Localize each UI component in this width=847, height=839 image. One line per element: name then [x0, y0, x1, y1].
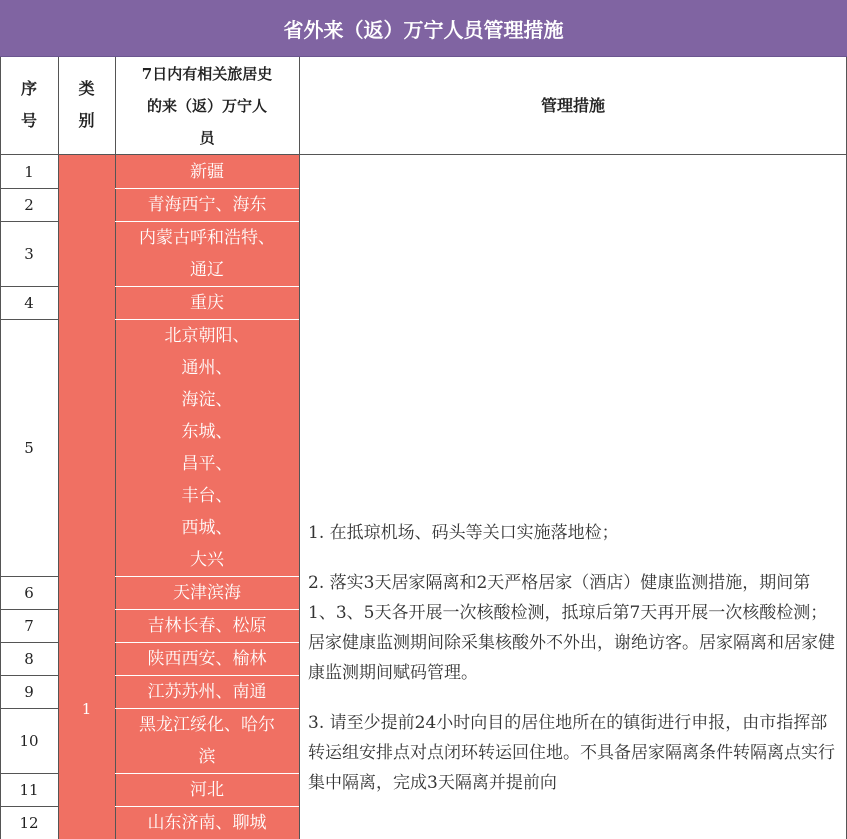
row-region	[115, 675, 299, 708]
grid-line	[0, 319, 58, 320]
grid-line	[0, 806, 58, 807]
measure-2: 2. 落实3天居家隔离和2天严格居家（酒店）健康监测措施，期间第1、3、5天各开展一次核酸检测，抵琼后第7天再开展一次核酸检测；居家健康监测期间除采集核酸外不外出，谢绝访客。居家隔离和居家健康监测期间赋码管理。	[308, 573, 835, 683]
measures-cell	[308, 518, 838, 798]
grid-line	[299, 57, 300, 839]
region-line: 江苏苏州、南通	[147, 681, 267, 702]
measure-1: 1. 在抵琼机场、码头等关口实施落地检；	[308, 523, 619, 543]
grid-line	[0, 708, 58, 709]
grid-line	[115, 642, 299, 643]
grid-line	[0, 773, 58, 774]
row-seq: 3	[24, 244, 34, 263]
region-line: 天津滨海	[173, 582, 241, 603]
header-seq	[0, 73, 58, 137]
grid-line	[115, 188, 299, 189]
region-line: 青海西宁、海东	[147, 194, 267, 215]
grid-line	[58, 57, 59, 839]
region-line: 滨	[198, 746, 216, 767]
row-region	[115, 642, 299, 675]
header-category-line: 别	[78, 111, 95, 130]
region-line: 西城、	[181, 517, 233, 538]
grid-line	[115, 708, 299, 709]
row-seq: 2	[24, 195, 34, 214]
region-line: 新疆	[190, 161, 224, 182]
region-line: 吉林长春、松原	[147, 615, 267, 636]
region-line: 大兴	[190, 549, 224, 570]
grid-line	[115, 576, 299, 577]
header-history-line: 的来（返）万宁人	[146, 97, 267, 115]
page-title: 省外来（返）万宁人员管理措施	[0, 0, 847, 57]
row-seq: 11	[19, 780, 39, 799]
row-region	[115, 806, 299, 839]
row-region	[115, 319, 299, 576]
grid-line	[0, 221, 58, 222]
row-seq: 12	[19, 813, 39, 832]
grid-line	[115, 57, 116, 839]
row-seq: 6	[24, 583, 34, 602]
region-line: 黑龙江绥化、哈尔	[139, 714, 275, 735]
region-line: 山东济南、聊城	[147, 812, 267, 833]
region-line: 河北	[190, 779, 224, 800]
header-category	[58, 73, 115, 137]
region-line: 北京朝阳、	[164, 325, 250, 346]
row-region	[115, 773, 299, 806]
measure-3: 3. 请至少提前24小时向目的居住地所在的镇街进行申报，由市指挥部转运组安排点对点闭环转运回住地。不具备居家隔离条件转隔离点实行集中隔离，完成3天隔离并提前向	[308, 713, 835, 793]
region-line: 内蒙古呼和浩特、	[139, 227, 275, 248]
header-category-line: 类	[78, 79, 95, 98]
grid-line	[115, 319, 299, 320]
grid-line	[115, 286, 299, 287]
region-line: 通辽	[190, 259, 224, 280]
region-line: 丰台、	[181, 485, 233, 506]
region-line: 通州、	[181, 357, 233, 378]
header-history-line: 7日内有相关旅居史	[141, 65, 273, 83]
row-seq: 7	[24, 616, 34, 635]
grid-line	[0, 609, 58, 610]
grid-line	[115, 675, 299, 676]
region-line: 海淀、	[181, 389, 233, 410]
grid-line	[0, 57, 1, 839]
header-seq-line: 序	[20, 79, 37, 98]
grid-line	[115, 806, 299, 807]
region-line: 东城、	[181, 421, 233, 442]
header-measures: 管理措施	[540, 96, 605, 115]
grid-line	[0, 188, 58, 189]
header-history	[115, 58, 299, 154]
grid-line	[0, 675, 58, 676]
region-line: 重庆	[190, 292, 224, 313]
grid-line	[115, 609, 299, 610]
row-seq: 8	[24, 649, 34, 668]
row-region	[115, 609, 299, 642]
region-line: 昌平、	[181, 453, 233, 474]
row-region	[115, 708, 299, 773]
row-seq: 1	[24, 162, 34, 181]
row-region	[115, 576, 299, 609]
row-region	[115, 221, 299, 286]
row-region	[115, 286, 299, 319]
grid-line	[0, 576, 58, 577]
row-seq: 5	[24, 438, 34, 457]
grid-line	[0, 154, 847, 155]
grid-line	[115, 221, 299, 222]
header-seq-line: 号	[20, 111, 37, 130]
row-seq: 4	[24, 293, 34, 312]
row-seq: 10	[19, 731, 39, 750]
grid-line	[0, 286, 58, 287]
region-line: 陕西西安、榆林	[147, 648, 267, 669]
category-value: 1	[81, 700, 92, 718]
grid-line	[0, 642, 58, 643]
row-seq: 9	[24, 682, 34, 701]
header-history-line: 员	[199, 129, 215, 147]
row-region	[115, 155, 299, 188]
row-region	[115, 188, 299, 221]
category-cell	[58, 155, 115, 839]
grid-line	[115, 773, 299, 774]
